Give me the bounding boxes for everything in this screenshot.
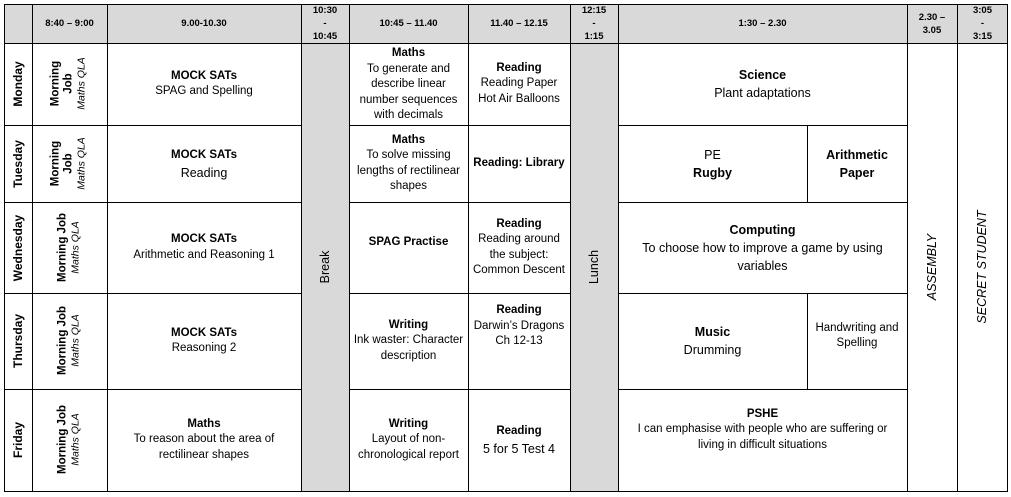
monday-session-4: Science Plant adaptations — [714, 68, 811, 100]
friday-session-3: Reading 5 for 5 Test 4 — [482, 425, 556, 456]
morning-job-monday: Morning Job Maths QLA — [49, 57, 88, 110]
thursday-session-3: Reading Darwin’s Dragons Ch 12-13 — [473, 304, 565, 347]
tuesday-session-3: Reading: Library — [473, 156, 565, 169]
tuesday-session-4a: PE Rugby — [693, 147, 732, 180]
friday-session-4: PSHE I can emphasise with people who are suffering or living in difficult situations — [637, 407, 888, 451]
header-time-9: 3:05 - 3:15 — [972, 5, 992, 42]
header-time-8: 2.30 – 3.05 — [918, 11, 946, 36]
assembly-label: ASSEMBLY — [925, 233, 939, 301]
tuesday-session-1: MOCK SATs Reading — [170, 148, 238, 180]
morning-job-wednesday: Morning Job Maths QLA — [56, 213, 81, 282]
monday-session-3: Reading Reading Paper Hot Air Balloons — [478, 61, 560, 105]
header-time-2: 9.00-10.30 — [181, 18, 227, 29]
morning-job-friday: Morning Job Maths QLA — [56, 405, 81, 474]
day-label-wednesday: Wednesday — [11, 214, 25, 282]
tuesday-session-4b: Arithmetic Paper — [826, 147, 888, 180]
lunch-label: Lunch — [587, 249, 601, 285]
morning-job-thursday: Morning Job Maths QLA — [56, 306, 81, 375]
thursday-session-4b: Handwriting and Spelling — [815, 321, 899, 349]
wednesday-session-4: Computing To choose how to improve a game by using variables — [642, 222, 883, 273]
secret-student-label: SECRET STUDENT — [975, 210, 989, 324]
header-break-time: 10:30 - 10:45 — [312, 5, 338, 42]
day-label-friday: Friday — [11, 422, 25, 459]
header-time-7: 1:30 – 2.30 — [738, 18, 787, 29]
monday-session-1: MOCK SATs SPAG and Spelling — [155, 69, 253, 97]
friday-session-1: Maths To reason about the area of rectilinear shapes — [133, 417, 275, 461]
header-time-4: 10:45 – 11.40 — [379, 18, 438, 29]
day-label-monday: Monday — [11, 61, 25, 107]
header-time-1: 8:40 – 9:00 — [45, 18, 94, 29]
wednesday-session-2: SPAG Practise — [368, 236, 449, 249]
header-lunch-time: 12:15 - 1:15 — [581, 5, 607, 42]
monday-session-2: Maths To generate and describe linear number sequences with decimals — [359, 47, 458, 122]
day-label-thursday: Thursday — [11, 314, 25, 369]
thursday-session-1: MOCK SATs Reasoning 2 — [170, 326, 238, 354]
header-time-5: 11.40 – 12.15 — [490, 18, 548, 29]
tuesday-session-2: Maths To solve missing lengths of rectilinear shapes — [357, 133, 460, 192]
thursday-session-2: Writing Ink waster: Character description — [353, 318, 464, 362]
timetable — [4, 4, 1008, 492]
wednesday-session-3: Reading Reading around the subject: Common Descent — [472, 217, 566, 276]
thursday-session-4a: Music Drumming — [683, 325, 742, 357]
morning-job-tuesday: Morning Job Maths QLA — [49, 137, 88, 190]
friday-session-2: Writing Layout of non-chronological report — [357, 417, 459, 461]
wednesday-session-1: MOCK SATs Arithmetic and Reasoning 1 — [133, 233, 275, 261]
break-label: Break — [318, 250, 332, 284]
day-label-tuesday: Tuesday — [11, 140, 25, 188]
